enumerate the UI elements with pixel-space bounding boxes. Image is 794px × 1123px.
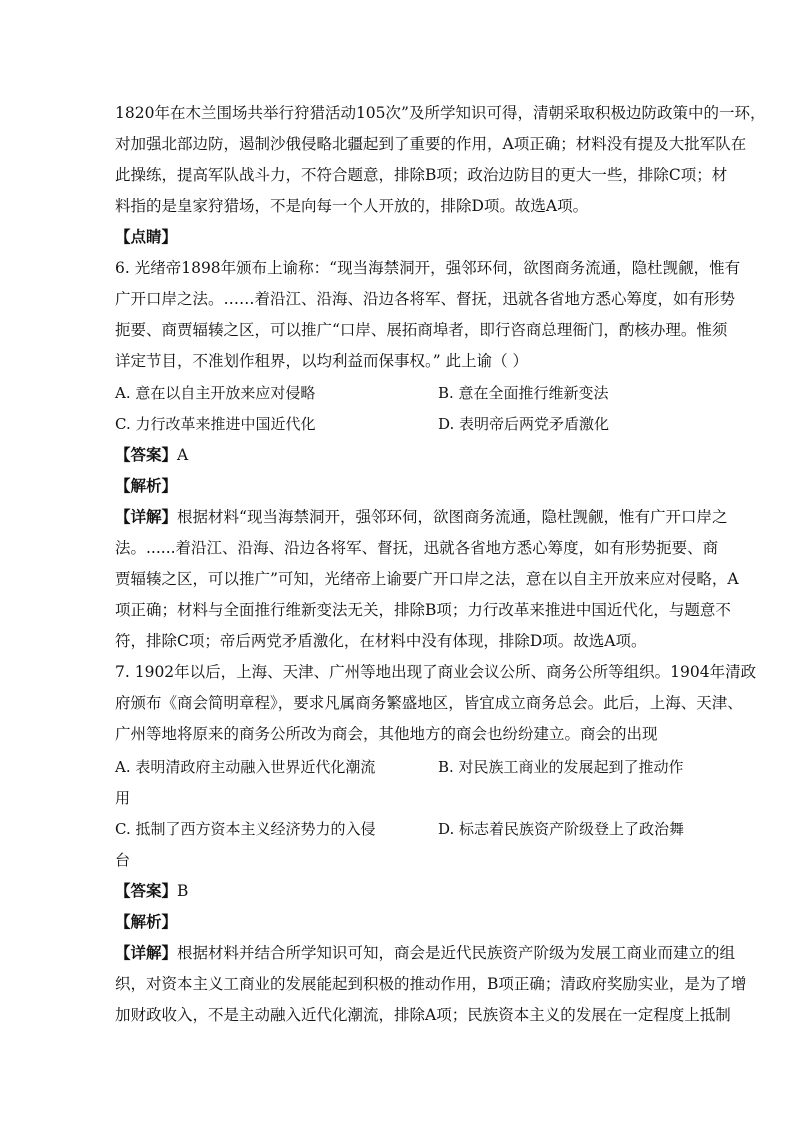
p5-line-3: 此操练，提高军队战斗力，不符合题意，排除B项；政治边防目的更大一些，排除C项；材 — [115, 166, 728, 184]
detail-tag: 【详解】 — [115, 508, 178, 526]
q7-option-b: B. 对民族工商业的发展起到了推动作 — [438, 758, 684, 776]
q6-jiexi-heading: 【解析】 — [115, 477, 178, 495]
answer-tag: 【答案】 — [115, 882, 178, 900]
q6-detail-line-1 — [115, 507, 727, 527]
q7-option-c: C. 抵制了西方资本主义经济势力的入侵 — [115, 820, 376, 838]
q6-stem-line-1: 6. 光绪帝1898年颁布上谕称：“现当海禁洞开，强邻环伺，欲图商务流通，隐杜觊觎，惟有 — [115, 259, 741, 277]
q7-answer — [115, 881, 188, 901]
q6-stem-line-4: 详定节目，不准划作租界，以均利益而保事权。” 此上谕（ ） — [115, 352, 529, 370]
q7-option-d: D. 标志着民族资产阶级登上了政治舞 — [438, 820, 685, 838]
q6-answer — [115, 445, 188, 465]
q7-detail-line-3: 加财政收入，不是主动融入近代化潮流，排除A项；民族资本主义的发展在一定程度上抵制 — [115, 1006, 731, 1024]
q7-detail-line-2: 织，对资本主义工商业的发展能起到积极的推动作用，B项正确；清政府奖励实业，是为了增 — [115, 975, 747, 993]
q7-jiexi-heading: 【解析】 — [115, 913, 178, 931]
p5-line-4: 料指的是皇家狩猎场，不是向每一个人开放的，排除D项。故选A项。 — [115, 197, 589, 215]
q6-detail-line-3: 贾辐辏之区，可以推广”可知，光绪帝上谕要广开口岸之法，意在以自主开放来应对侵略，A — [115, 570, 739, 588]
p5-line-2: 对加强北部边防，遏制沙俄侵略北疆起到了重要的作用，A项正确；材料没有提及大批军队在 — [115, 135, 747, 153]
q6-option-c: C. 力行改革来推进中国近代化 — [115, 415, 316, 433]
q7-stem-line-3: 广州等地将原来的商务公所改为商会，其他地方的商会也纷纷建立。商会的出现 — [115, 725, 658, 743]
q7-option-a: A. 表明清政府主动融入世界近代化潮流 — [115, 758, 376, 776]
q6-option-d: D. 表明帝后两党矛盾激化 — [438, 415, 610, 433]
answer-tag: 【答案】 — [115, 446, 178, 464]
q6-stem-line-3: 扼要、商贾辐辏之区，可以推广“口岸、展拓商埠者，即行咨商总理衙门，酌核办理。惟须 — [115, 321, 728, 339]
p5-line-1: 1820年在木兰围场共举行狩猎活动105次”及所学知识可得，清朝采取积极边防政策中的一环， — [115, 104, 766, 122]
q6-option-b: B. 意在全面推行维新变法 — [438, 384, 609, 402]
dianjing-heading: 【点睛】 — [115, 228, 178, 246]
q6-detail-line-5: 符，排除C项；帝后两党矛盾激化，在材料中没有体现，排除D项。故选A项。 — [115, 632, 647, 650]
q7-stem-line-1: 7. 1902年以后，上海、天津、广州等地出现了商业会议公所、商务公所等组织。1904年清政 — [115, 663, 757, 681]
detail-text: 根据材料并结合所学知识可知，商会是近代民族资产阶级为发展工商业而建立的组 — [177, 944, 736, 962]
q7-option-d-cont: 台 — [115, 851, 131, 869]
detail-tag: 【详解】 — [115, 944, 178, 962]
q7-stem-line-2: 府颁布《商会简明章程》，要求凡属商务繁盛地区，皆宜成立商务总会。此后，上海、天津、 — [115, 694, 743, 712]
answer-value: B — [177, 882, 189, 900]
q7-option-b-cont: 用 — [115, 789, 131, 807]
q6-option-a: A. 意在以自主开放来应对侵略 — [115, 384, 316, 402]
answer-value: A — [177, 446, 189, 464]
q6-detail-line-4: 项正确；材料与全面推行维新变法无关，排除B项；力行改革来推进中国近代化，与题意不 — [115, 601, 731, 619]
q6-detail-line-2: 法。......着沿江、沿海、沿边各将军、督抚，迅就各省地方悉心筹度，如有形势扼要、商 — [115, 539, 719, 557]
q7-detail-line-1 — [115, 943, 735, 963]
detail-text: 根据材料“现当海禁洞开，强邻环伺，欲图商务流通，隐杜觊觎，惟有广开口岸之 — [177, 508, 728, 526]
q6-stem-line-2: 广开口岸之法。……着沿江、沿海、沿边各将军、督抚，迅就各省地方悉心筹度，如有形势 — [115, 290, 736, 308]
